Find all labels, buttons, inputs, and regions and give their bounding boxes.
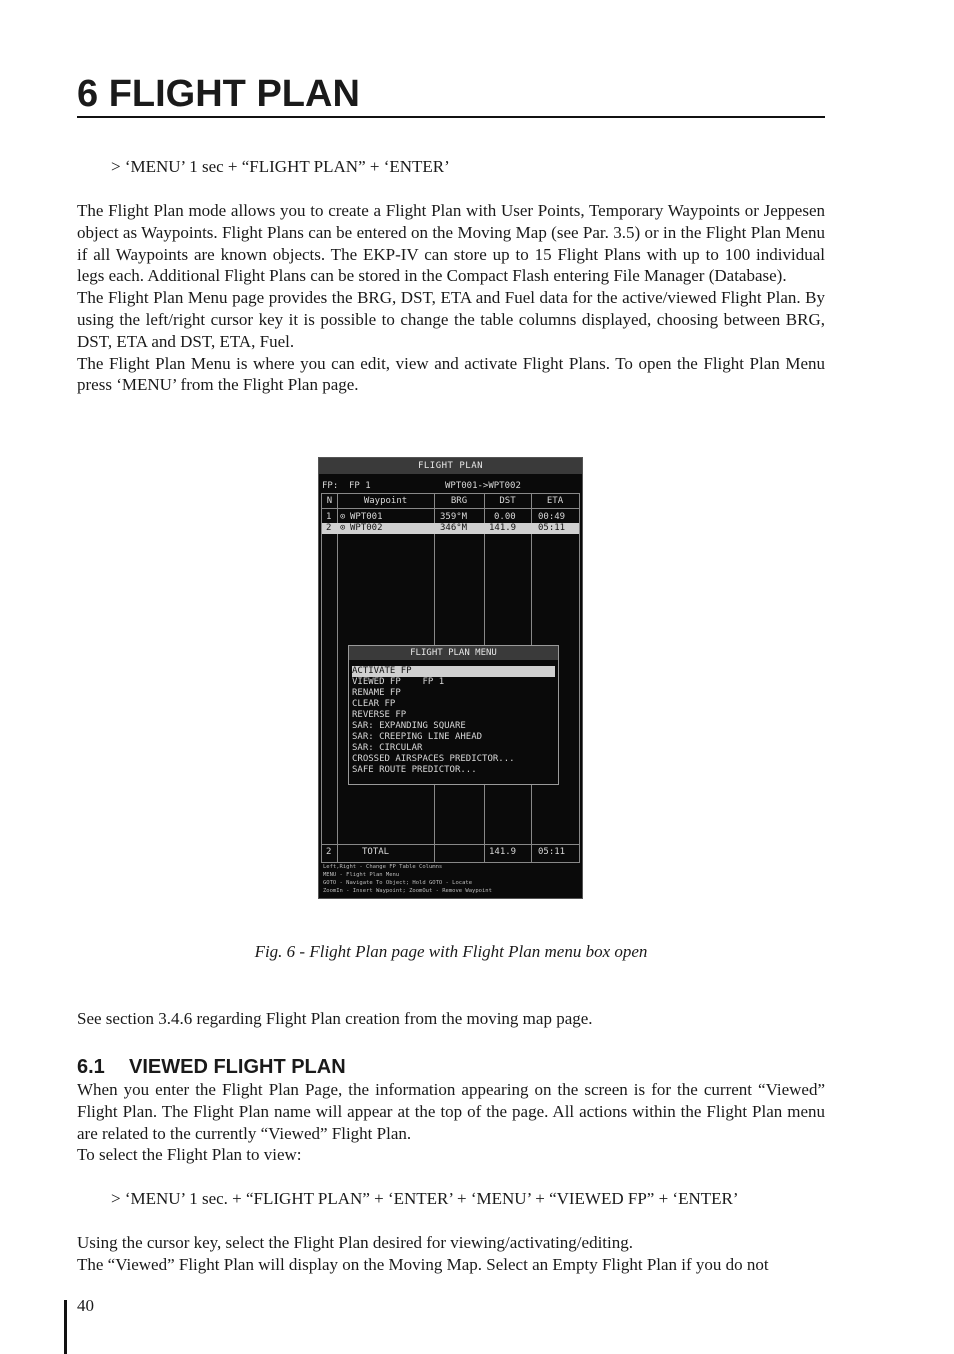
total-distance: 141.9 [489,847,517,857]
help-line: ZoomIn - Insert Waypoint; ZoomOut - Remove Waypoint [323,888,492,894]
section-number: 6.1 [77,1056,105,1078]
viewed-fp-command: > ‘MENU’ 1 sec. + “FLIGHT PLAN” + ‘ENTER’ + ‘MENU’ + “VIEWED FP” + ‘ENTER’ [111,1189,739,1208]
menu-item-sar-expanding-square[interactable]: SAR: EXPANDING SQUARE [352,721,466,731]
section-heading [77,1054,346,1080]
waypoint-icon: ⊙ [340,512,346,522]
column-header: Waypoint [363,496,408,506]
fp-label: FP: [322,481,339,491]
menu-item-viewed-fp[interactable]: VIEWED FP FP 1 [352,677,445,687]
menu-item-crossed-airspaces[interactable]: CROSSED AIRSPACES PREDICTOR... [352,754,515,764]
menu-item-sar-circular[interactable]: SAR: CIRCULAR [352,743,423,753]
row-number: 2 [326,523,332,533]
total-eta: 05:11 [538,847,566,857]
menu-item-rename-fp[interactable]: RENAME FP [352,688,401,698]
help-line: GOTO - Navigate To Object; Hold GOTO - Locate [323,880,473,886]
section-paragraph: To select the Flight Plan to view: [77,1145,302,1165]
distance: 141.9 [489,523,517,533]
margin-bar [64,1300,67,1354]
intro-paragraph: The Flight Plan Menu page provides the BRG, DST, ETA and Fuel data for the active/viewed Flight Plan. By using the left/right cursor key it is possible to change the table columns displayed, choosing between BRG, DST, ETA and DST, ETA, Fuel. [77,288,825,351]
chapter-title: 6 FLIGHT PLAN [77,72,825,118]
menu-item-reverse-fp[interactable]: REVERSE FP [352,710,407,720]
fp-name: FP 1 [349,481,371,491]
section-paragraph: The “Viewed” Flight Plan will display on the Moving Map. Select an Empty Flight Plan if you do not [77,1254,769,1274]
section-body [77,1079,825,1166]
fp-route: WPT001->WPT002 [445,481,521,491]
menu-title: FLIGHT PLAN MENU [349,646,558,660]
bearing: 346°M [440,523,468,533]
menu-command: > ‘MENU’ 1 sec + “FLIGHT PLAN” + ‘ENTER’ [111,157,450,176]
row-number: 1 [326,512,332,522]
column-header: BRG [450,496,468,506]
menu-item-safe-route[interactable]: SAFE ROUTE PREDICTOR... [352,765,477,775]
intro-text [77,200,825,396]
waypoint-table [321,493,580,863]
help-line: Left,Right - Change FP Table Columns [323,864,443,870]
section-paragraph: Using the cursor key, select the Flight Plan desired for viewing/activating/editing. [77,1233,633,1252]
column-header: N [326,496,333,506]
flight-plan-screen-figure [318,457,583,899]
eta: 00:49 [538,512,566,522]
help-line: MENU - Flight Plan Menu [323,872,400,878]
screen-title: FLIGHT PLAN [319,458,582,474]
table-row[interactable] [322,512,579,523]
distance: 0.00 [494,512,516,522]
section-title: VIEWED FLIGHT PLAN [129,1056,346,1078]
intro-paragraph: The Flight Plan Menu is where you can edit, view and activate Flight Plans. To open the Flight Plan Menu press ‘MENU’ from the Flight Plan page. [77,353,825,395]
total-label: TOTAL [362,847,390,857]
figure-caption: Fig. 6 - Flight Plan page with Flight Plan menu box open [254,942,648,961]
waypoint-icon: ⊙ [340,523,346,533]
flight-plan-menu [348,645,559,785]
page-number: 40 [77,1296,94,1315]
menu-item-sar-creeping-line[interactable]: SAR: CREEPING LINE AHEAD [352,732,483,742]
menu-item-clear-fp[interactable]: CLEAR FP [352,699,396,709]
waypoint-name: WPT002 [350,523,383,533]
intro-paragraph: The Flight Plan mode allows you to create a Flight Plan with User Points, Temporary Waypoints or Jeppesen object as Waypoints. Flight Plans can be entered on the Moving Map (see Par. 3.5) or in the Flight Plan Menu if all Waypoints are known objects. The EKP-IV can store up to 15 Flight Plans with up to 100 individual legs each. Additional Flight Plans can be stored in the Compact Flash entering File Manager (Database). [77,201,825,286]
menu-item-activate-fp[interactable]: ACTIVATE FP [352,666,555,677]
total-row [322,847,579,858]
bearing: 359°M [440,512,468,522]
column-header: DST [499,496,516,506]
table-row-selected[interactable] [322,523,579,534]
section-paragraph: When you enter the Flight Plan Page, the information appearing on the screen is for the current “Viewed” Flight Plan. The Flight Plan name will appear at the top of the page. All actions within the Flight Plan menu are related to the currently “Viewed” Flight Plan. [77,1080,825,1143]
column-header: ETA [546,496,564,506]
eta: 05:11 [538,523,566,533]
total-count: 2 [326,847,332,857]
see-section-text: See section 3.4.6 regarding Flight Plan creation from the moving map page. [77,1009,593,1028]
section-body-2 [77,1232,825,1276]
waypoint-name: WPT001 [350,512,383,522]
